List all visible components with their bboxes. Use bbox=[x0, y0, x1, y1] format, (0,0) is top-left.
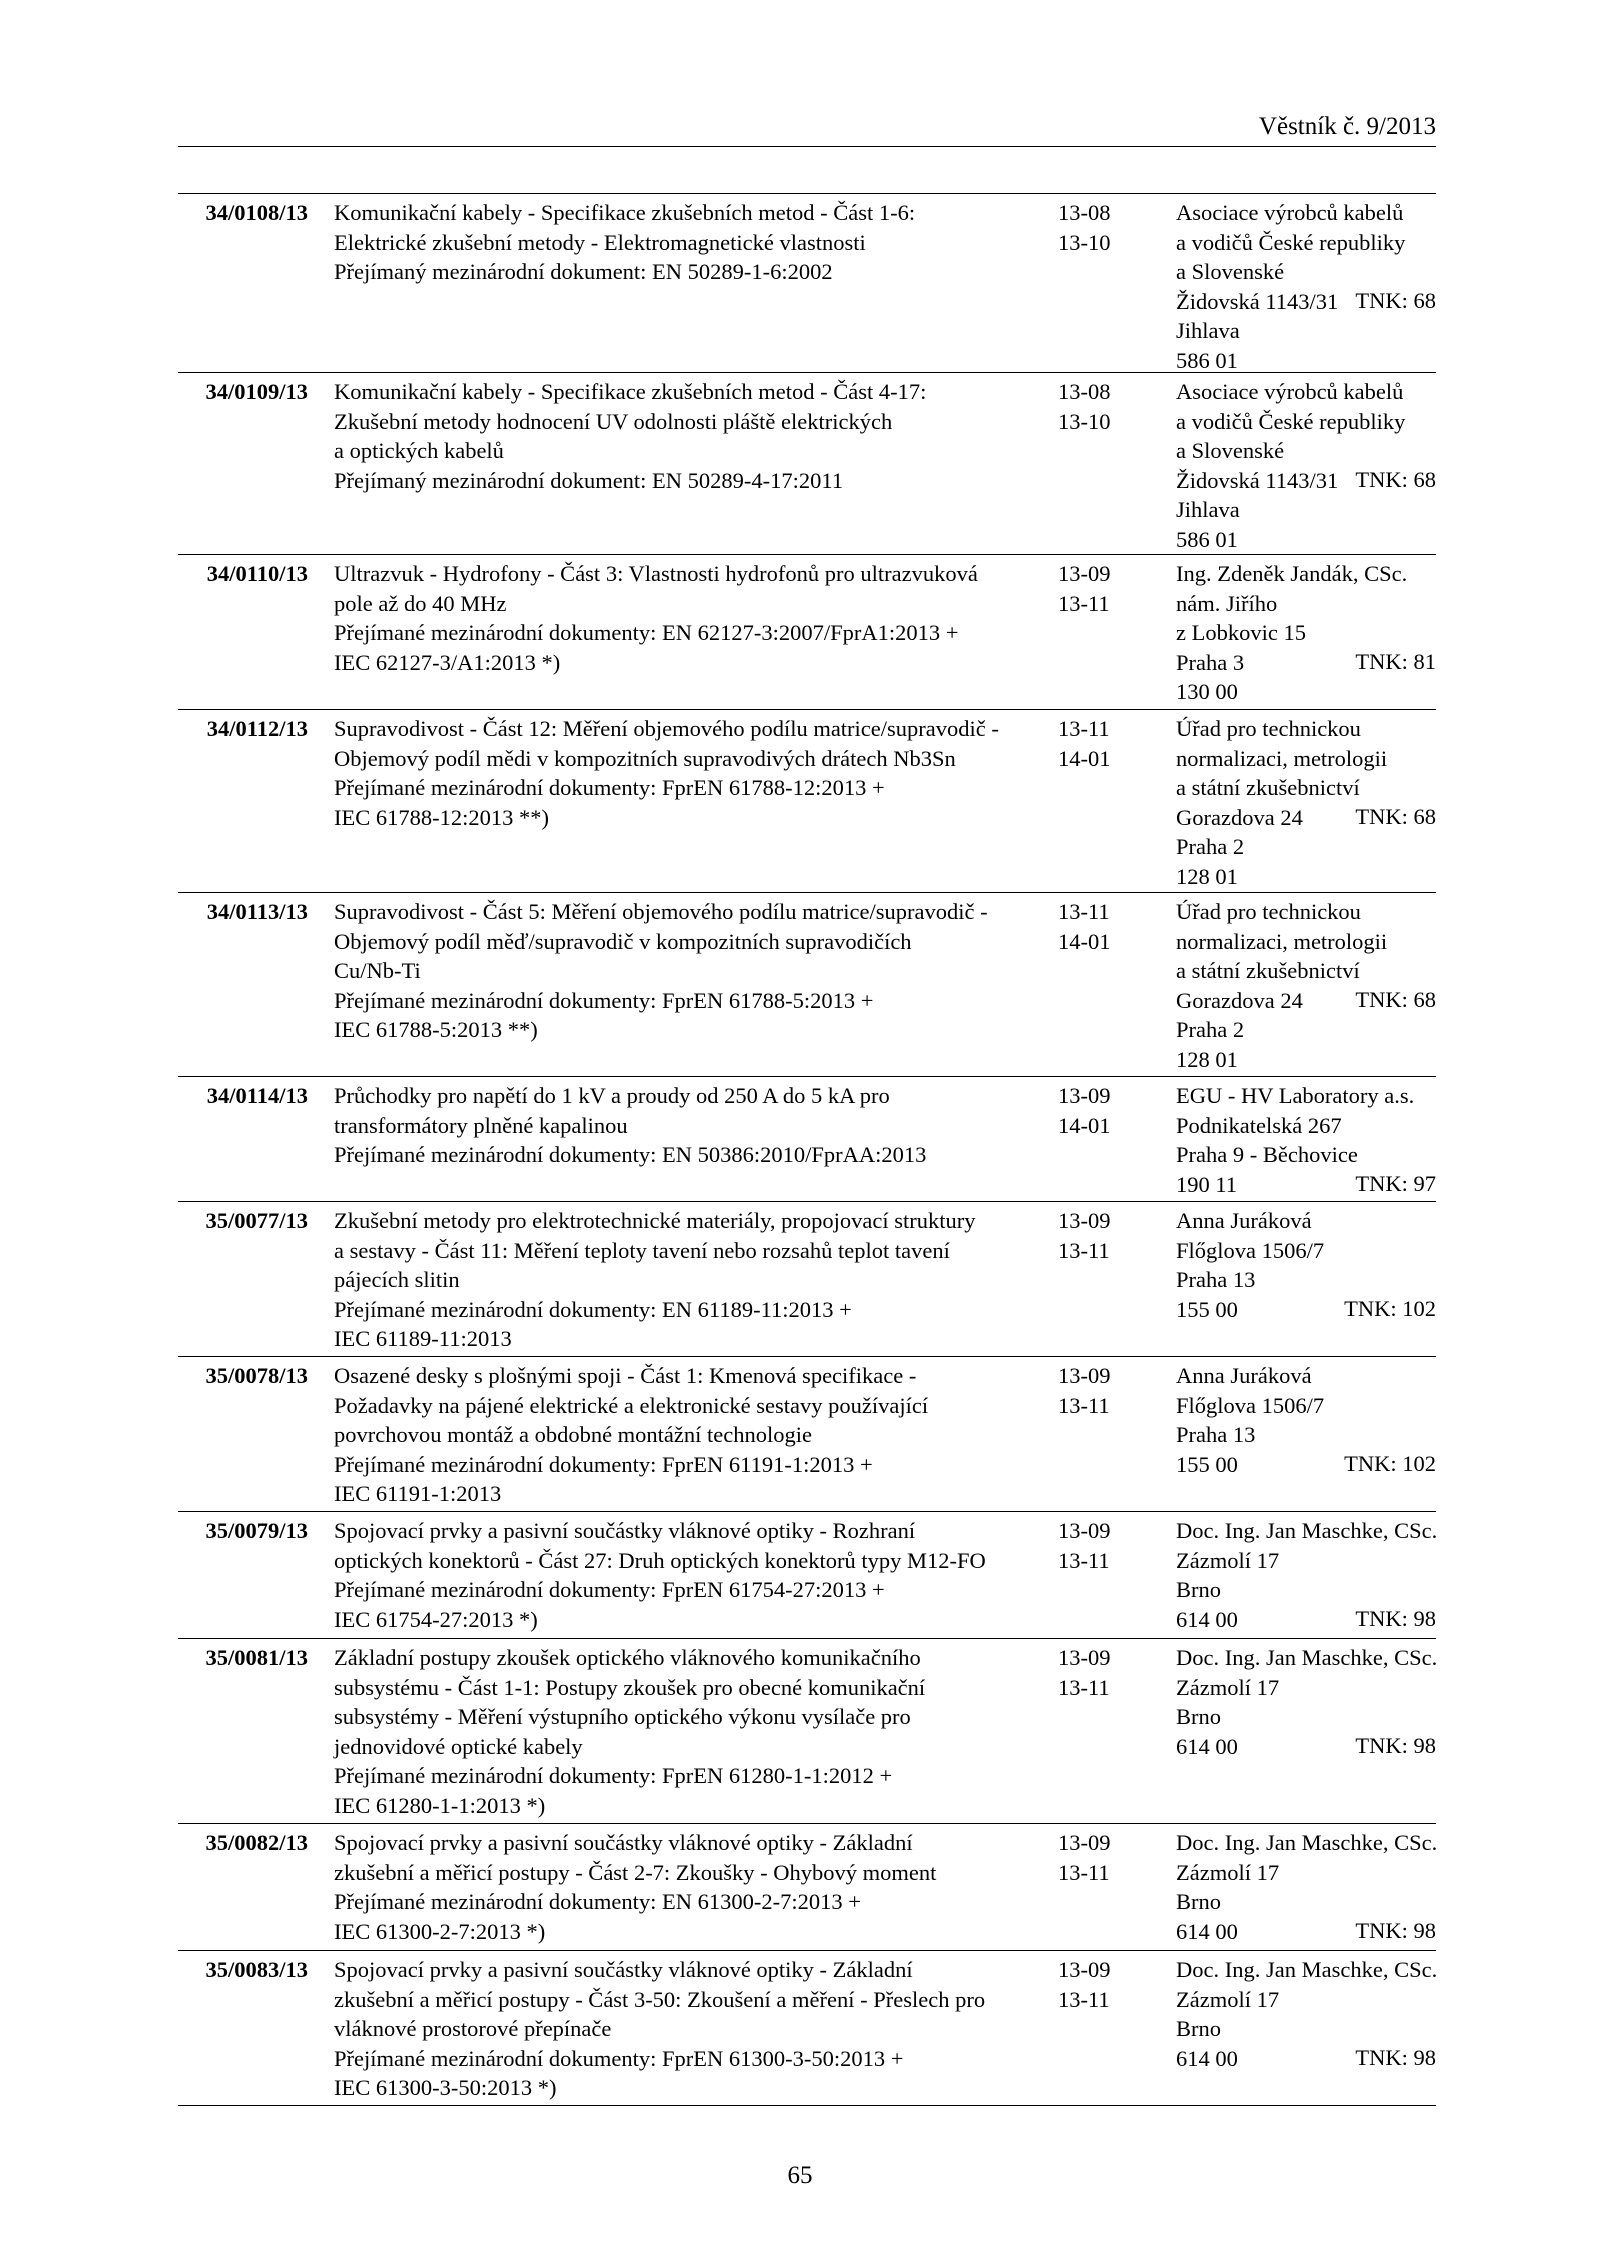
description-line: zkušební a měřicí postupy - Část 2-7: Zkoušky - Ohybový moment bbox=[334, 1859, 937, 1885]
address-line: Brno bbox=[1176, 1889, 1221, 1914]
entry-code: 34/0113/13 bbox=[206, 899, 308, 924]
entry-address bbox=[1176, 377, 1438, 554]
address-line: 614 00 bbox=[1176, 1733, 1238, 1759]
description-line: pájecích slitin bbox=[334, 1267, 460, 1292]
entry-tnk: TNK: 81 bbox=[1355, 649, 1436, 674]
address-line: Doc. Ing. Jan Maschke, CSc. bbox=[1176, 1830, 1438, 1855]
date-line: 13-11 bbox=[1058, 1986, 1110, 2012]
entry-identifiers bbox=[178, 1361, 308, 1391]
date-line: 13-09 bbox=[1058, 1208, 1111, 1233]
date-line: 13-11 bbox=[1058, 1859, 1110, 1885]
entry-tnk: TNK: 97 bbox=[1355, 1171, 1436, 1196]
description-line: Objemový podíl měď/supravodič v kompozitních supravodičích bbox=[334, 928, 912, 954]
description-line: IEC 62127-3/A1:2013 *) bbox=[334, 649, 561, 675]
entry-dates bbox=[1058, 1516, 1128, 1575]
entry-tnk: TNK: 98 bbox=[1355, 2045, 1436, 2070]
entry-code: 35/0077/13 bbox=[205, 1208, 308, 1233]
address-line: Praha 3 bbox=[1176, 649, 1245, 675]
description-line: Spojovací prvky a pasivní součástky vláknové optiky - Základní bbox=[334, 1830, 913, 1855]
description-line: a sestavy - Část 11: Měření teploty tavení nebo rozsahů teplot tavení bbox=[334, 1237, 950, 1263]
date-line: 13-09 bbox=[1058, 561, 1111, 586]
description-line: Zkušební metody pro elektrotechnické materiály, propojovací struktury bbox=[334, 1208, 976, 1233]
standard-entry bbox=[178, 373, 1436, 555]
description-line: pole až do 40 MHz bbox=[334, 590, 507, 616]
entry-code: 34/0108/13 bbox=[205, 200, 308, 225]
date-line: 13-10 bbox=[1058, 229, 1111, 255]
entry-code: 35/0078/13 bbox=[205, 1363, 308, 1388]
entry-description bbox=[334, 1516, 1054, 1634]
description-line: Přejímané mezinárodní dokumenty: FprEN 61280-1-1:2012 + bbox=[334, 1763, 893, 1788]
address-line: Asociace výrobců kabelů bbox=[1176, 379, 1404, 404]
address-line: 155 00 bbox=[1176, 1451, 1238, 1477]
address-line: Zázmolí 17 bbox=[1176, 1859, 1280, 1885]
description-line: povrchovou montáž a obdobné montážní technologie bbox=[334, 1422, 812, 1447]
entry-dates bbox=[1058, 1081, 1128, 1140]
standard-entry bbox=[178, 1824, 1436, 1951]
description-line: vláknové prostorové přepínače bbox=[334, 2016, 612, 2041]
entry-tnk: TNK: 68 bbox=[1355, 467, 1436, 492]
description-line: a optických kabelů bbox=[334, 438, 504, 463]
standard-entry bbox=[178, 1951, 1436, 2106]
entry-identifiers bbox=[178, 1516, 308, 1546]
address-line: Brno bbox=[1176, 2016, 1221, 2041]
entry-address bbox=[1176, 559, 1438, 707]
address-line: a Slovenské bbox=[1176, 259, 1285, 284]
address-line: normalizaci, metrologii bbox=[1176, 928, 1388, 954]
entry-identifiers bbox=[178, 1643, 308, 1673]
description-line: Přejímané mezinárodní dokumenty: FprEN 61754-27:2013 + bbox=[334, 1577, 885, 1602]
entry-dates bbox=[1058, 198, 1128, 257]
entry-identifiers bbox=[178, 1955, 308, 1985]
address-line: 130 00 bbox=[1176, 679, 1238, 704]
date-line: 13-09 bbox=[1058, 1083, 1111, 1108]
description-line: optických konektorů - Část 27: Druh optických konektorů typy M12-FO bbox=[334, 1547, 986, 1573]
description-line: IEC 61300-2-7:2013 *) bbox=[334, 1918, 546, 1944]
description-line: Průchodky pro napětí do 1 kV a proudy od 250 A do 5 kA pro bbox=[334, 1083, 890, 1108]
address-line: Úřad pro technickou bbox=[1176, 716, 1361, 741]
address-line: Praha 13 bbox=[1176, 1422, 1256, 1447]
entry-address bbox=[1176, 1361, 1438, 1479]
address-line: normalizaci, metrologii bbox=[1176, 745, 1388, 771]
description-line: subsystémy - Měření výstupního optického výkonu vysílače pro bbox=[334, 1704, 911, 1729]
address-line: Gorazdova 24 bbox=[1176, 804, 1303, 830]
entry-dates bbox=[1058, 377, 1128, 436]
entry-description bbox=[334, 897, 1054, 1045]
address-line: Jihlava bbox=[1176, 318, 1240, 343]
entry-dates bbox=[1058, 714, 1128, 773]
standard-entry bbox=[178, 193, 1436, 373]
address-line: Zázmolí 17 bbox=[1176, 1547, 1280, 1573]
page-header bbox=[178, 112, 1436, 142]
description-line: Zkušební metody hodnocení UV odolnosti pláště elektrických bbox=[334, 408, 893, 434]
date-line: 13-08 bbox=[1058, 200, 1111, 225]
standard-entry bbox=[178, 1077, 1436, 1202]
standard-entry bbox=[178, 893, 1436, 1077]
description-line: Komunikační kabely - Specifikace zkušebních metod - Část 4-17: bbox=[334, 379, 927, 404]
description-line: IEC 61280-1-1:2013 *) bbox=[334, 1792, 546, 1818]
date-line: 13-11 bbox=[1058, 1392, 1110, 1418]
date-line: 13-11 bbox=[1058, 590, 1110, 616]
date-line: 13-11 bbox=[1058, 1547, 1110, 1573]
page-number: 65 bbox=[787, 2162, 813, 2189]
description-line: subsystému - Část 1-1: Postupy zkoušek pro obecné komunikační bbox=[334, 1674, 926, 1700]
entry-identifiers bbox=[178, 1828, 308, 1858]
entry-dates bbox=[1058, 1206, 1128, 1265]
entry-code: 35/0082/13 bbox=[205, 1830, 308, 1855]
description-line: Přejímané mezinárodní dokumenty: EN 61189-11:2013 + bbox=[334, 1296, 852, 1322]
entry-description bbox=[334, 1955, 1054, 2103]
entry-dates bbox=[1058, 1361, 1128, 1420]
description-line: IEC 61191-1:2013 bbox=[334, 1481, 502, 1506]
address-line: Praha 13 bbox=[1176, 1267, 1256, 1292]
address-line: Doc. Ing. Jan Maschke, CSc. bbox=[1176, 1957, 1438, 1982]
description-line: Supravodivost - Část 12: Měření objemového podílu matrice/supravodič - bbox=[334, 716, 999, 741]
description-line: Objemový podíl mědi v kompozitních supravodivých drátech Nb3Sn bbox=[334, 745, 956, 771]
address-line: 190 11 bbox=[1176, 1171, 1238, 1197]
description-line: Osazené desky s plošnými spoji - Část 1: Kmenová specifikace - bbox=[334, 1363, 917, 1388]
entry-code: 35/0083/13 bbox=[205, 1957, 308, 1982]
entry-description bbox=[334, 198, 1054, 287]
description-line: jednovidové optické kabely bbox=[334, 1733, 583, 1759]
entry-identifiers bbox=[178, 377, 308, 407]
description-line: Přejímané mezinárodní dokumenty: EN 61300-2-7:2013 + bbox=[334, 1889, 861, 1914]
description-line: IEC 61300-3-50:2013 *) bbox=[334, 2075, 557, 2100]
entry-description bbox=[334, 1828, 1054, 1946]
address-line: 614 00 bbox=[1176, 2045, 1238, 2071]
description-line: Požadavky na pájené elektrické a elektronické sestavy používající bbox=[334, 1392, 929, 1418]
date-line: 13-11 bbox=[1058, 1674, 1110, 1700]
description-line: Přejímané mezinárodní dokumenty: FprEN 61191-1:2013 + bbox=[334, 1451, 873, 1477]
entry-tnk: TNK: 98 bbox=[1355, 1733, 1436, 1758]
description-line: Přejímané mezinárodní dokumenty: FprEN 61300-3-50:2013 + bbox=[334, 2045, 904, 2071]
entry-tnk: TNK: 98 bbox=[1355, 1918, 1436, 1943]
description-line: Přejímaný mezinárodní dokument: EN 50289-1-6:2002 bbox=[334, 259, 833, 284]
address-line: a Slovenské bbox=[1176, 438, 1285, 463]
entry-address bbox=[1176, 1955, 1438, 2073]
entry-tnk: TNK: 68 bbox=[1355, 288, 1436, 313]
date-line: 13-10 bbox=[1058, 408, 1111, 434]
entry-dates bbox=[1058, 1955, 1128, 2014]
address-line: Doc. Ing. Jan Maschke, CSc. bbox=[1176, 1645, 1438, 1670]
entry-address bbox=[1176, 1206, 1438, 1324]
address-line: a státní zkušebnictví bbox=[1176, 958, 1360, 983]
entry-identifiers bbox=[178, 198, 308, 228]
description-line: Spojovací prvky a pasivní součástky vláknové optiky - Základní bbox=[334, 1957, 913, 1982]
standard-entry bbox=[178, 1639, 1436, 1824]
date-line: 13-11 bbox=[1058, 716, 1110, 741]
header-rule bbox=[178, 146, 1436, 147]
entry-tnk: TNK: 102 bbox=[1344, 1451, 1436, 1476]
address-line: 586 01 bbox=[1176, 526, 1238, 552]
entry-tnk: TNK: 68 bbox=[1355, 987, 1436, 1012]
date-line: 14-01 bbox=[1058, 745, 1111, 771]
description-line: Přejímané mezinárodní dokumenty: EN 50386:2010/FprAA:2013 bbox=[334, 1142, 927, 1167]
description-line: Komunikační kabely - Specifikace zkušebních metod - Část 1-6: bbox=[334, 200, 916, 225]
description-line: Spojovací prvky a pasivní součástky vláknové optiky - Rozhraní bbox=[334, 1518, 916, 1543]
address-line: a státní zkušebnictví bbox=[1176, 775, 1360, 800]
entry-identifiers bbox=[178, 897, 308, 927]
address-line: Flőglova 1506/7 bbox=[1176, 1237, 1325, 1263]
entry-code: 34/0112/13 bbox=[206, 716, 308, 741]
entry-identifiers bbox=[178, 559, 308, 589]
entry-code: 34/0109/13 bbox=[205, 379, 308, 404]
address-line: 614 00 bbox=[1176, 1918, 1238, 1944]
entry-dates bbox=[1058, 1828, 1128, 1887]
address-line: EGU - HV Laboratory a.s. bbox=[1176, 1083, 1415, 1108]
description-line: IEC 61788-12:2013 **) bbox=[334, 804, 549, 830]
entry-identifiers bbox=[178, 714, 308, 744]
address-line: a vodičů České republiky bbox=[1176, 229, 1406, 255]
date-line: 13-09 bbox=[1058, 1363, 1111, 1388]
address-line: 128 01 bbox=[1176, 1046, 1238, 1072]
date-line: 13-09 bbox=[1058, 1645, 1111, 1670]
address-line: Brno bbox=[1176, 1704, 1221, 1729]
standard-entry bbox=[178, 1202, 1436, 1357]
address-line: a vodičů České republiky bbox=[1176, 408, 1406, 434]
address-line: 155 00 bbox=[1176, 1296, 1238, 1322]
address-line: 586 01 bbox=[1176, 347, 1238, 373]
entry-description bbox=[334, 1081, 1054, 1170]
description-line: Supravodivost - Část 5: Měření objemového podílu matrice/supravodič - bbox=[334, 899, 988, 924]
description-line: IEC 61189-11:2013 bbox=[334, 1326, 512, 1351]
standards-list bbox=[178, 193, 1436, 2106]
address-line: Anna Juráková bbox=[1176, 1363, 1312, 1388]
entry-identifiers bbox=[178, 1206, 308, 1236]
entry-description bbox=[334, 714, 1054, 832]
address-line: Židovská 1143/31 bbox=[1176, 288, 1339, 314]
entry-address bbox=[1176, 897, 1438, 1074]
date-line: 14-01 bbox=[1058, 1112, 1111, 1138]
description-line: Ultrazvuk - Hydrofony - Část 3: Vlastnosti hydrofonů pro ultrazvuková bbox=[334, 561, 978, 586]
date-line: 13-09 bbox=[1058, 1957, 1111, 1982]
date-line: 14-01 bbox=[1058, 928, 1111, 954]
date-line: 13-08 bbox=[1058, 379, 1111, 404]
date-line: 13-11 bbox=[1058, 899, 1110, 924]
address-line: Asociace výrobců kabelů bbox=[1176, 200, 1404, 225]
entry-dates bbox=[1058, 897, 1128, 956]
address-line: nám. Jiřího bbox=[1176, 590, 1278, 616]
entry-address bbox=[1176, 1643, 1438, 1761]
entry-address bbox=[1176, 1828, 1438, 1946]
description-line: Přejímané mezinárodní dokumenty: FprEN 61788-5:2013 + bbox=[334, 987, 874, 1013]
entry-code: 34/0114/13 bbox=[206, 1083, 308, 1108]
entry-code: 34/0110/13 bbox=[206, 561, 308, 586]
description-line: transformátory plněné kapalinou bbox=[334, 1112, 628, 1138]
address-line: Zázmolí 17 bbox=[1176, 1674, 1280, 1700]
entry-address bbox=[1176, 1081, 1438, 1199]
address-line: Praha 2 bbox=[1176, 834, 1245, 859]
description-line: IEC 61754-27:2013 *) bbox=[334, 1606, 538, 1632]
entry-description bbox=[334, 1643, 1054, 1820]
entry-description bbox=[334, 1206, 1054, 1354]
entry-description bbox=[334, 377, 1054, 495]
entry-code: 35/0081/13 bbox=[205, 1645, 308, 1670]
address-line: Úřad pro technickou bbox=[1176, 899, 1361, 924]
entry-dates bbox=[1058, 559, 1128, 618]
entry-description bbox=[334, 1361, 1054, 1509]
description-line: IEC 61788-5:2013 **) bbox=[334, 1017, 538, 1042]
description-line: Cu/Nb-Ti bbox=[334, 958, 421, 983]
address-line: Zázmolí 17 bbox=[1176, 1986, 1280, 2012]
description-line: Elektrické zkušební metody - Elektromagnetické vlastnosti bbox=[334, 229, 866, 255]
entry-tnk: TNK: 68 bbox=[1355, 804, 1436, 829]
description-line: Základní postupy zkoušek optického vláknového komunikačního bbox=[334, 1645, 921, 1670]
description-line: Přejímaný mezinárodní dokument: EN 50289-4-17:2011 bbox=[334, 467, 844, 493]
address-line: Anna Juráková bbox=[1176, 1208, 1312, 1233]
date-line: 13-09 bbox=[1058, 1518, 1111, 1543]
address-line: Flőglova 1506/7 bbox=[1176, 1392, 1325, 1418]
address-line: 614 00 bbox=[1176, 1606, 1238, 1632]
entry-description bbox=[334, 559, 1054, 677]
address-line: Praha 9 - Běchovice bbox=[1176, 1142, 1358, 1167]
entry-address bbox=[1176, 198, 1438, 375]
address-line: Praha 2 bbox=[1176, 1017, 1245, 1042]
standard-entry bbox=[178, 1357, 1436, 1512]
address-line: Gorazdova 24 bbox=[1176, 987, 1303, 1013]
address-line: Ing. Zdeněk Jandák, CSc. bbox=[1176, 561, 1408, 586]
description-line: Přejímané mezinárodní dokumenty: EN 62127-3:2007/FprA1:2013 + bbox=[334, 620, 959, 645]
address-line: Jihlava bbox=[1176, 497, 1240, 522]
date-line: 13-09 bbox=[1058, 1830, 1111, 1855]
journal-title: Věstník č. 9/2013 bbox=[1258, 113, 1436, 140]
address-line: 128 01 bbox=[1176, 863, 1238, 889]
description-line: zkušební a měřicí postupy - Část 3-50: Zkoušení a měření - Přeslech pro bbox=[334, 1986, 986, 2012]
address-line: Podnikatelská 267 bbox=[1176, 1112, 1342, 1138]
address-line: Doc. Ing. Jan Maschke, CSc. bbox=[1176, 1518, 1438, 1543]
description-line: Přejímané mezinárodní dokumenty: FprEN 61788-12:2013 + bbox=[334, 775, 885, 800]
entry-identifiers bbox=[178, 1081, 308, 1111]
entry-code: 35/0079/13 bbox=[205, 1518, 308, 1543]
date-line: 13-11 bbox=[1058, 1237, 1110, 1263]
standard-entry bbox=[178, 555, 1436, 710]
address-line: z Lobkovic 15 bbox=[1176, 620, 1306, 645]
address-line: Brno bbox=[1176, 1577, 1221, 1602]
standard-entry bbox=[178, 1512, 1436, 1639]
address-line: Židovská 1143/31 bbox=[1176, 467, 1339, 493]
entry-dates bbox=[1058, 1643, 1128, 1702]
entry-tnk: TNK: 102 bbox=[1344, 1296, 1436, 1321]
entry-address bbox=[1176, 1516, 1438, 1634]
entry-tnk: TNK: 98 bbox=[1355, 1606, 1436, 1631]
entry-address bbox=[1176, 714, 1438, 891]
standard-entry bbox=[178, 710, 1436, 893]
